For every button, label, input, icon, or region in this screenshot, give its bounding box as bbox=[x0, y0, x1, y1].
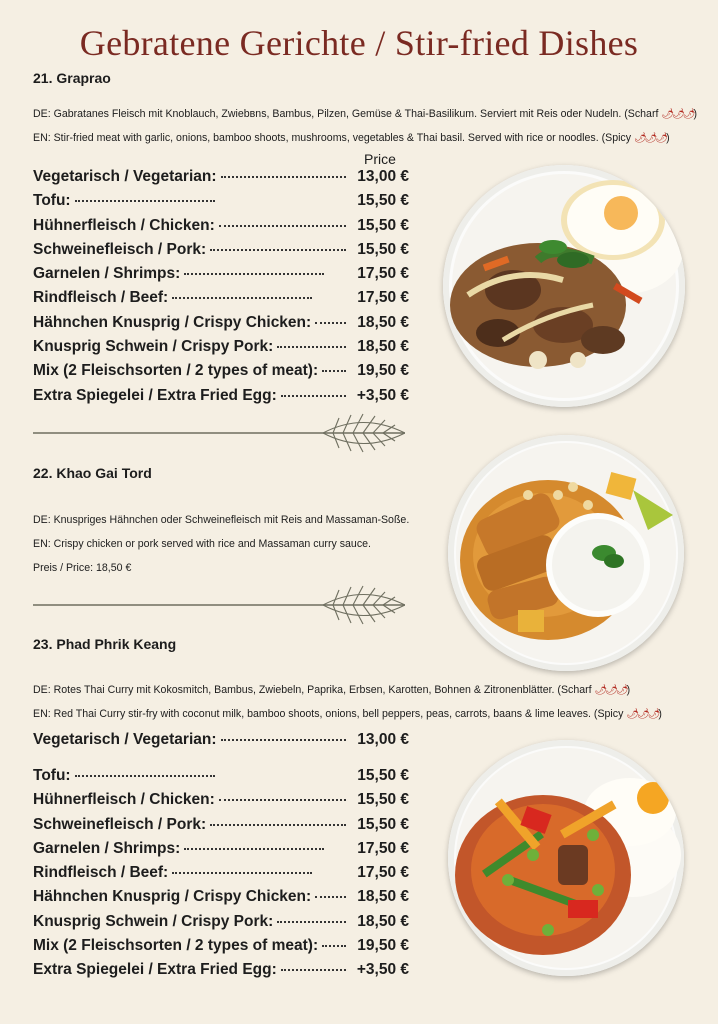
menu-item-row bbox=[33, 217, 409, 241]
menu-item-label: Garnelen / Shrimps: bbox=[33, 265, 181, 283]
dot-leader bbox=[184, 848, 324, 850]
dish-22-name: 22. Khao Gai Tord bbox=[33, 465, 152, 481]
dot-leader bbox=[281, 395, 346, 397]
menu-item-row bbox=[33, 168, 409, 192]
dot-leader bbox=[221, 176, 346, 178]
menu-item-label: Mix (2 Fleischsorten / 2 types of meat): bbox=[33, 937, 319, 955]
dot-leader bbox=[184, 273, 324, 275]
menu-item-price: +3,50 € bbox=[356, 386, 409, 404]
menu-item-label: Hähnchen Knusprig / Crispy Chicken: bbox=[33, 313, 312, 331]
menu-item-price: 18,50 € bbox=[357, 313, 409, 331]
menu-item-label: Vegetarisch / Vegetarian: bbox=[33, 168, 217, 185]
menu-item-row bbox=[33, 791, 409, 815]
dot-leader bbox=[322, 945, 346, 947]
menu-item-row bbox=[33, 192, 409, 216]
menu-item-row bbox=[33, 338, 409, 362]
dot-leader bbox=[315, 322, 346, 324]
khao-gai-tord-plate-image bbox=[448, 435, 684, 671]
menu-item-row bbox=[33, 937, 409, 961]
dish-21-name: 21. Graprao bbox=[33, 70, 111, 86]
menu-item-price: 15,50 € bbox=[357, 791, 409, 809]
dish-22-desc-en: EN: Crispy chicken or pork served with rice and Massaman curry sauce. bbox=[33, 538, 371, 550]
chili-icon: 🌶🌶🌶 bbox=[661, 109, 694, 120]
menu-item-row bbox=[33, 314, 409, 338]
page-title: Gebratene Gerichte / Stir-fried Dishes bbox=[79, 23, 639, 63]
dot-leader bbox=[172, 872, 312, 874]
menu-item-price: 18,50 € bbox=[357, 338, 409, 356]
menu-item-price: 18,50 € bbox=[357, 888, 409, 906]
menu-item-label: Garnelen / Shrimps: bbox=[33, 839, 181, 857]
dot-leader bbox=[210, 824, 346, 826]
dot-leader bbox=[315, 896, 346, 898]
menu-item-row bbox=[33, 816, 409, 840]
menu-item-price: 13,00 € bbox=[357, 168, 409, 185]
menu-item-price: 19,50 € bbox=[357, 937, 409, 955]
menu-item-price: 15,50 € bbox=[357, 815, 409, 833]
dot-leader bbox=[219, 225, 346, 227]
chili-icon: 🌶🌶🌶 bbox=[633, 133, 667, 144]
menu-item-price: 17,50 € bbox=[357, 265, 409, 283]
menu-item-price: 15,50 € bbox=[357, 192, 409, 210]
dot-leader bbox=[277, 921, 346, 923]
dot-leader bbox=[75, 200, 215, 202]
dot-leader bbox=[281, 969, 346, 971]
dot-leader bbox=[221, 739, 346, 741]
menu-item-row bbox=[33, 767, 409, 791]
chili-icon: 🌶🌶🌶 bbox=[594, 685, 627, 696]
menu-item-price: +3,50 € bbox=[356, 961, 409, 979]
menu-item-row bbox=[33, 840, 409, 864]
menu-item-price: 17,50 € bbox=[357, 839, 409, 857]
menu-item-price: 15,50 € bbox=[357, 240, 409, 258]
dot-leader bbox=[210, 249, 346, 251]
dish-22-price: Preis / Price: 18,50 € bbox=[33, 562, 132, 574]
menu-item-label: Vegetarisch / Vegetarian: bbox=[33, 731, 217, 748]
dot-leader bbox=[322, 370, 346, 372]
menu-item-price: 15,50 € bbox=[357, 767, 409, 784]
menu-item-label: Knusprig Schwein / Crispy Pork: bbox=[33, 912, 274, 930]
dish-23-name: 23. Phad Phrik Keang bbox=[33, 636, 177, 652]
menu-item-row bbox=[33, 387, 409, 411]
menu-item-label: Extra Spiegelei / Extra Fried Egg: bbox=[33, 386, 277, 404]
dish-23-desc-en: EN: Red Thai Curry stir-fry with coconut milk, bamboo shoots, onions, bell peppers, peas, carrots, baans & lime leaves. (Spicy 🌶🌶🌶) bbox=[33, 708, 662, 720]
menu-item-label: Rindfleisch / Beef: bbox=[33, 864, 169, 882]
dish-22-desc-de: DE: Knuspriges Hähnchen oder Schweinefleisch mit Reis and Massaman-Soße. bbox=[33, 514, 410, 526]
menu-item-label: Mix (2 Fleischsorten / 2 types of meat): bbox=[33, 362, 319, 380]
menu-item-row bbox=[33, 888, 409, 912]
dot-leader bbox=[75, 775, 215, 777]
menu-item-label: Rindfleisch / Beef: bbox=[33, 289, 169, 307]
menu-item-row bbox=[33, 362, 409, 386]
menu-item-label: Schweinefleisch / Pork: bbox=[33, 815, 207, 833]
dot-leader bbox=[219, 799, 346, 801]
menu-item-price: 19,50 € bbox=[357, 362, 409, 380]
menu-item-price: 17,50 € bbox=[357, 864, 409, 882]
phad-phrik-keang-plate-image bbox=[448, 740, 684, 976]
price-column-header: Price bbox=[364, 151, 396, 167]
menu-item-label: Tofu: bbox=[33, 767, 71, 784]
menu-item-label: Hähnchen Knusprig / Crispy Chicken: bbox=[33, 888, 312, 906]
menu-item-label: Knusprig Schwein / Crispy Pork: bbox=[33, 338, 274, 356]
leaf-divider-icon bbox=[33, 412, 405, 454]
dot-leader bbox=[277, 346, 346, 348]
menu-item-label: Hühnerfleisch / Chicken: bbox=[33, 216, 215, 234]
menu-item-label: Hühnerfleisch / Chicken: bbox=[33, 791, 215, 809]
dish-21-desc-en: EN: Stir-fried meat with garlic, onions, bamboo shoots, mushrooms, vegetables & Thai basil. Served with rice or noodles. (Spicy 🌶🌶🌶) bbox=[33, 132, 670, 144]
menu-item-row bbox=[33, 913, 409, 937]
menu-item-row bbox=[33, 864, 409, 888]
dish-23-price-list bbox=[33, 767, 409, 986]
dish-23-first-item bbox=[33, 731, 409, 755]
menu-item-price: 13,00 € bbox=[357, 731, 409, 748]
graprao-plate-image bbox=[443, 165, 685, 407]
dish-21-desc-de: DE: Gabratanes Fleisch mit Knoblauch, Zwiebвns, Bambus, Pilzen, Gemüse & Thai-Basilikum. Serviert mit Reis oder Nudeln. (Scharf 🌶🌶🌶) bbox=[33, 108, 697, 120]
menu-item-price: 17,50 € bbox=[357, 289, 409, 307]
leaf-divider-icon bbox=[33, 584, 405, 626]
menu-item-row bbox=[33, 265, 409, 289]
chili-icon: 🌶🌶🌶 bbox=[626, 709, 659, 720]
dot-leader bbox=[172, 297, 312, 299]
menu-item-row bbox=[33, 289, 409, 313]
menu-item-row bbox=[33, 241, 409, 265]
menu-item-price: 15,50 € bbox=[357, 216, 409, 234]
menu-item-label: Extra Spiegelei / Extra Fried Egg: bbox=[33, 961, 277, 979]
menu-item-row bbox=[33, 961, 409, 985]
dish-23-desc-de: DE: Rotes Thai Curry mit Kokosmitch, Bambus, Zwiebeln, Paprika, Erbsen, Karotten, Bohnen & Zitronenblätter. (Scharf 🌶🌶🌶) bbox=[33, 684, 631, 696]
menu-item-label: Tofu: bbox=[33, 192, 71, 210]
menu-item-row bbox=[33, 731, 409, 755]
dish-21-price-list bbox=[33, 168, 409, 411]
menu-item-label: Schweinefleisch / Pork: bbox=[33, 240, 207, 258]
menu-item-price: 18,50 € bbox=[357, 912, 409, 930]
